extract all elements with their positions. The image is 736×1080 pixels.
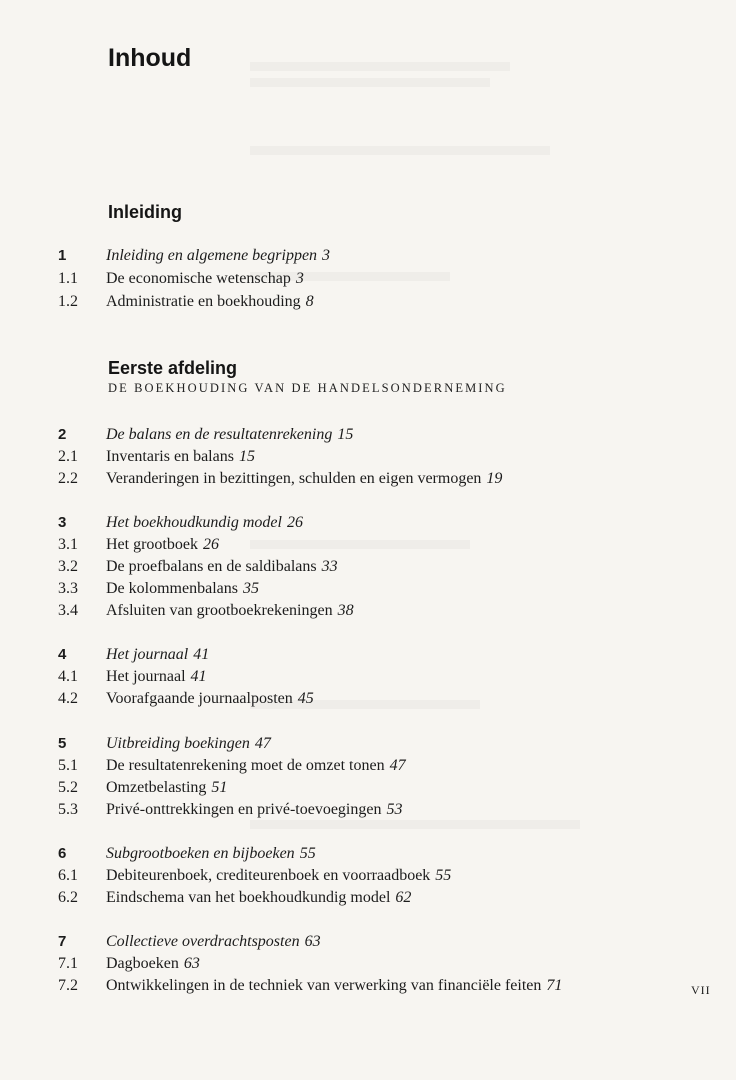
entry-page: 41 [193,646,210,663]
page-title: Inhoud [108,44,192,72]
entry-number: 7.1 [58,955,78,972]
entry-page: 47 [389,757,406,774]
entry-page: 3 [322,247,331,264]
entry-page: 45 [297,690,314,707]
entry-page: 15 [337,426,354,443]
entry-page: 55 [299,845,316,862]
section-heading-inleiding: Inleiding [108,202,182,222]
entry-title: Het journaal [106,668,186,685]
entry-number: 5.3 [58,801,78,818]
entry-title: Collectieve overdrachtsposten [106,933,300,950]
entry-number: 2.1 [58,448,78,465]
entry-number: 6.2 [58,889,78,906]
entry-title: Het journaal [106,646,189,663]
entry-page: 15 [238,448,255,465]
entry-page: 35 [242,580,259,597]
entry-title: Het grootboek [106,536,198,553]
entry-title: Administratie en boekhouding [106,293,301,310]
entry-title: De economische wetenschap [106,270,291,287]
entry-title: De kolommenbalans [106,580,238,597]
section-heading-eerste-afdeling: Eerste afdeling [108,358,238,378]
entry-page: 3 [295,270,304,287]
entry-number: 5.2 [58,779,78,796]
section-subheading: DE BOEKHOUDING VAN DE HANDELSONDERNEMING [108,381,507,395]
entry-page: 26 [286,514,303,531]
entry-title: Afsluiten van grootboekrekeningen [106,602,333,619]
entry-title: De resultatenrekening moet de omzet tonen [106,757,385,774]
entry-title: Inventaris en balans [106,448,234,465]
entry-page: 51 [211,779,228,796]
entry-number: 5.1 [58,757,78,774]
entry-title: Ontwikkelingen in de techniek van verwerking van financiële feiten [106,977,542,994]
entry-number: 1.2 [58,293,78,310]
entry-number: 1.1 [58,270,78,287]
entry-title: Veranderingen in bezittingen, schulden en eigen vermogen [106,470,482,487]
entry-page: 33 [321,558,338,575]
entry-page: 71 [546,977,563,994]
entry-title: De proefbalans en de saldibalans [106,558,317,575]
entry-page: 53 [386,801,403,818]
entry-number: 4.2 [58,690,78,707]
entry-number: 3.1 [58,536,78,553]
entry-title: Voorafgaande journaalposten [106,690,293,707]
entry-number: 2 [58,426,67,443]
entry-page: 63 [304,933,321,950]
entry-number: 6 [58,845,67,862]
entry-page: 62 [395,889,412,906]
entry-title: Privé-onttrekkingen en privé-toevoegingen [106,801,382,818]
entry-title: Debiteurenboek, crediteurenboek en voorraadboek [106,867,431,884]
entry-title: Omzetbelasting [106,779,207,796]
entry-number: 1 [58,247,67,264]
entry-number: 6.1 [58,867,78,884]
entry-number: 5 [58,735,67,752]
entry-page: 55 [435,867,452,884]
entry-page: 19 [486,470,503,487]
entry-number: 7 [58,933,67,950]
entry-number: 3 [58,514,67,531]
entry-number: 4.1 [58,668,78,685]
entry-number: 7.2 [58,977,78,994]
entry-title: Dagboeken [106,955,179,972]
entry-page: 47 [254,735,271,752]
entry-number: 2.2 [58,470,78,487]
entry-number: 3.3 [58,580,78,597]
entry-page: 38 [337,602,354,619]
entry-title: De balans en de resultatenrekening [106,426,333,443]
entry-page: 41 [190,668,207,685]
entry-number: 3.2 [58,558,78,575]
entry-page: 26 [202,536,219,553]
entry-title: Subgrootboeken en bijboeken [106,845,295,862]
entry-number: 4 [58,646,67,663]
page-folio: VII [691,983,711,997]
entry-title: Uitbreiding boekingen [106,735,250,752]
entry-number: 3.4 [58,602,78,619]
entry-title: Eindschema van het boekhoudkundig model [106,889,391,906]
entry-title: Inleiding en algemene begrippen [106,247,318,264]
entry-page: 63 [183,955,200,972]
entry-title: Het boekhoudkundig model [106,514,282,531]
entry-page: 8 [305,293,314,310]
